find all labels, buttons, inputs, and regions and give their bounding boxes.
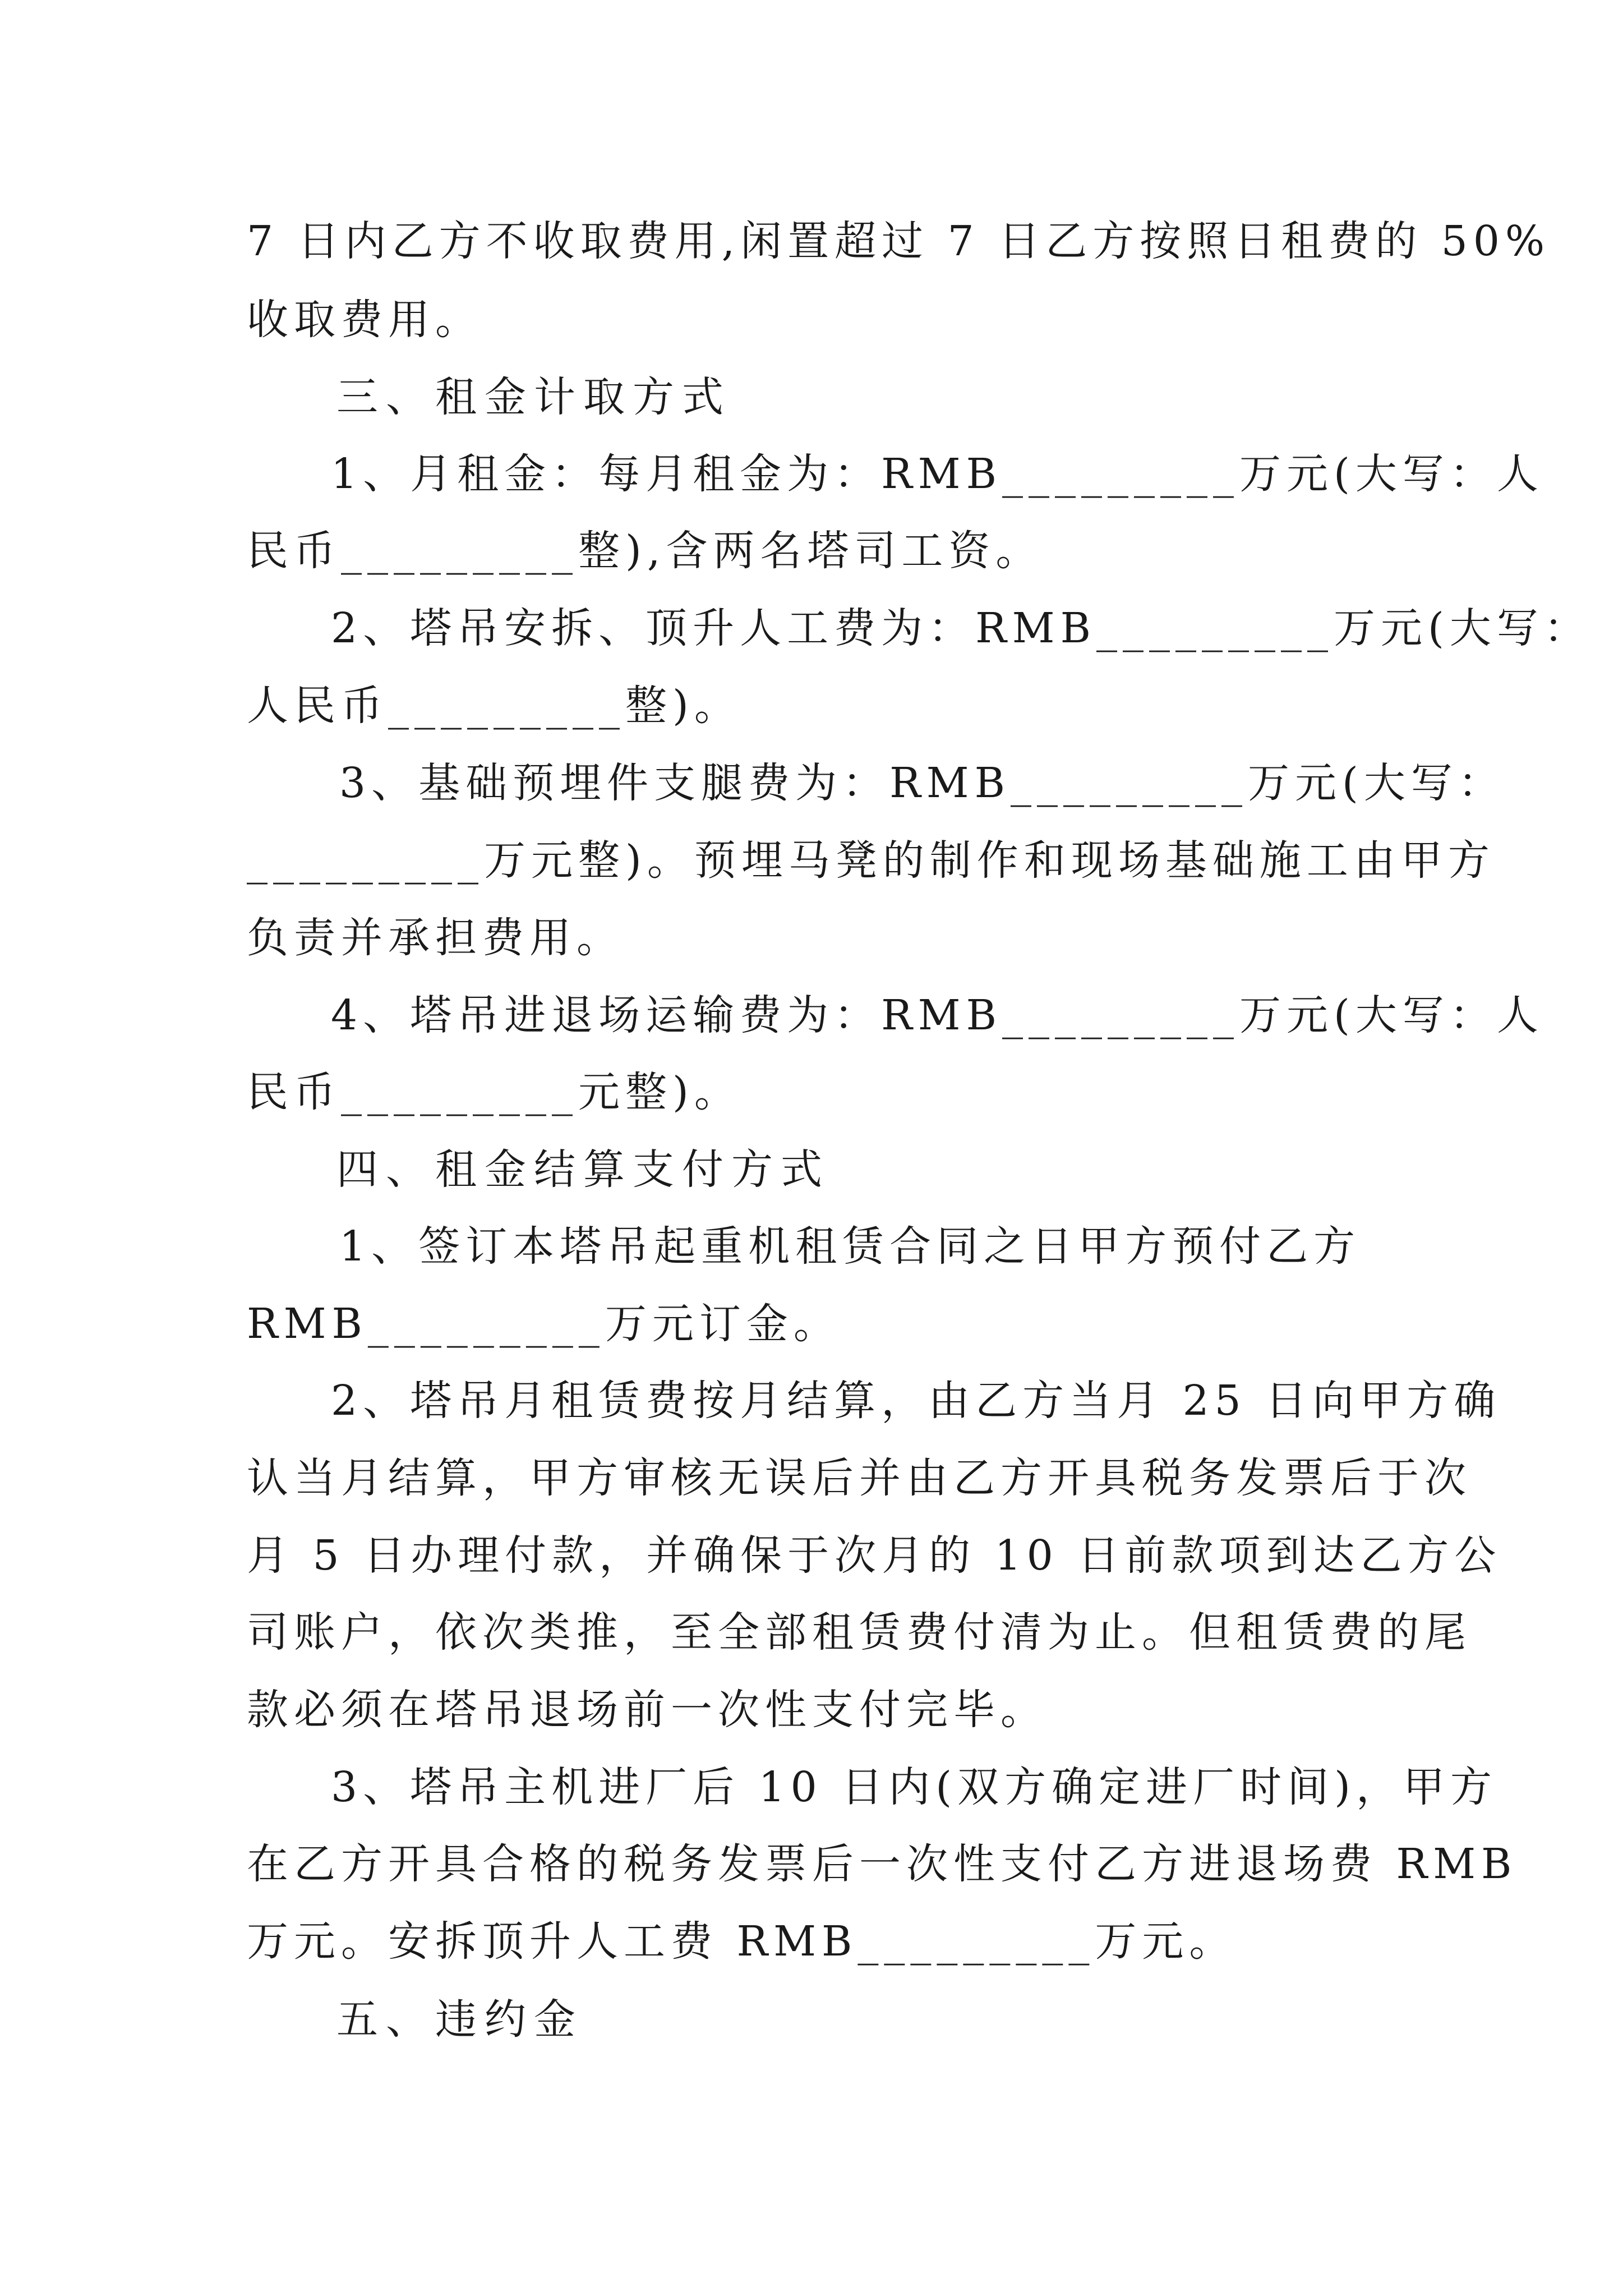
text-line: 2、塔吊月租赁费按月结算，由乙方当月 25 日向甲方确 [331, 1377, 1501, 1425]
text-line: 7 日内乙方不收取费用,闲置超过 7 日乙方按照日租费的 50% [247, 217, 1551, 265]
text-line: 民币_________整),含两名塔司工资。 [247, 527, 1043, 575]
text-line: RMB_________万元订金。 [247, 1300, 841, 1348]
text-line: 民币_________元整)。 [247, 1068, 741, 1116]
text-line: 3、塔吊主机进厂后 10 日内(双方确定进厂时间)，甲方 [331, 1763, 1498, 1811]
text-line: 3、基础预埋件支腿费为：RMB_________万元(大写： [339, 759, 1505, 807]
text-line: 司账户，依次类推，至全部租赁费付清为止。但租赁费的尾 [247, 1608, 1472, 1657]
text-line: 款必须在塔吊退场前一次性支付完毕。 [247, 1686, 1048, 1734]
section-heading-3: 三、租金计取方式 [336, 373, 731, 421]
section-heading-5: 五、违约金 [336, 1995, 583, 2044]
text-line: 认当月结算，甲方审核无误后并由乙方开具税务发票后于次 [247, 1454, 1472, 1502]
text-line: _________万元整)。预埋马凳的制作和现场基础施工由甲方 [247, 836, 1495, 885]
text-line: 收取费用。 [247, 296, 482, 344]
text-line: 1、签订本塔吊起重机租赁合同之日甲方预付乙方 [339, 1222, 1361, 1271]
text-line: 人民币_________整)。 [247, 682, 741, 730]
text-line: 在乙方开具合格的税务发票后一次性支付乙方进退场费 RMB [247, 1840, 1518, 1888]
text-line: 万元。安拆顶升人工费 RMB_________万元。 [247, 1917, 1237, 1966]
text-line: 4、塔吊进退场运输费为：RMB_________万元(大写：人 [331, 991, 1544, 1039]
text-line: 1、月租金：每月租金为：RMB_________万元(大写：人 [331, 450, 1544, 498]
section-heading-4: 四、租金结算支付方式 [336, 1145, 830, 1194]
text-line: 2、塔吊安拆、顶升人工费为：RMB_________万元(大写： [331, 604, 1591, 652]
text-line: 月 5 日办理付款，并确保于次月的 10 日前款项到达乙方公 [247, 1531, 1502, 1580]
text-line: 负责并承担费用。 [247, 914, 624, 962]
